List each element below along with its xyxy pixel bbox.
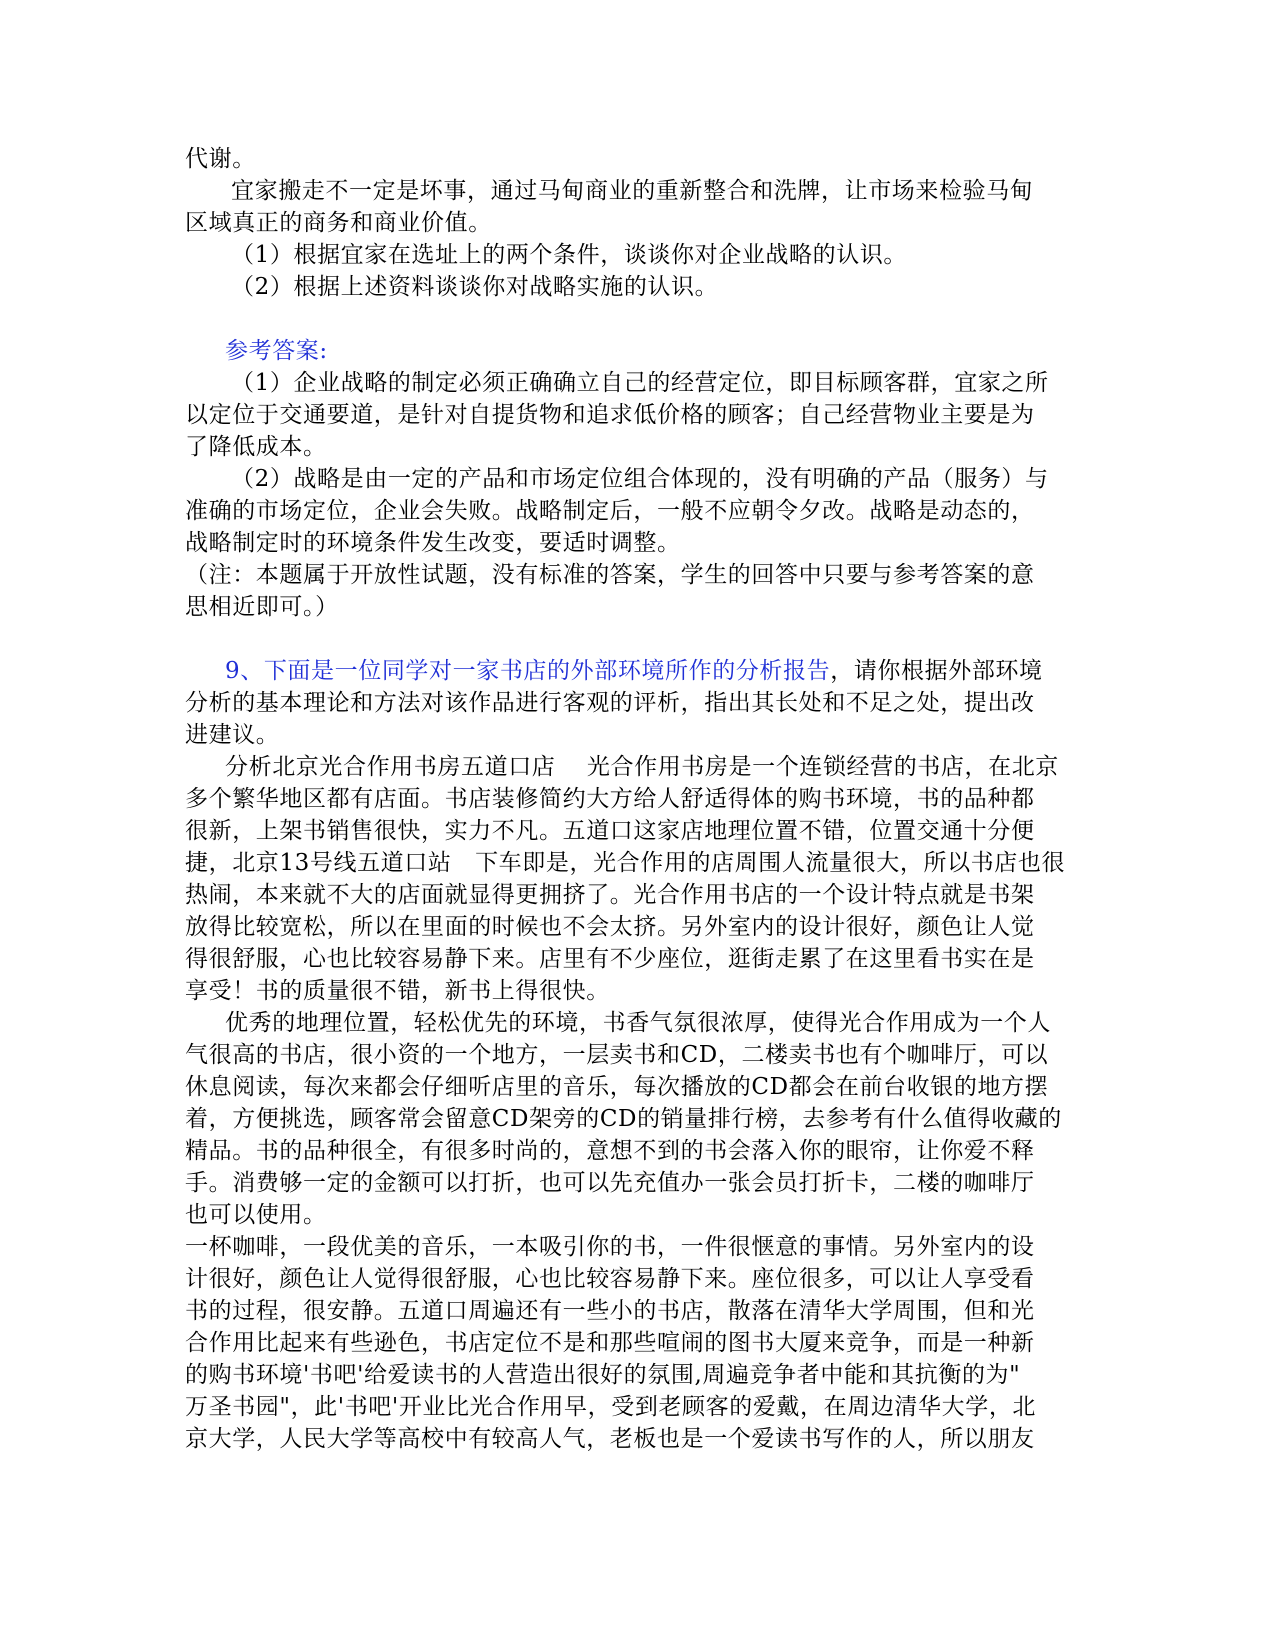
report-line: 书的过程，很安静。五道口周遍还有一些小的书店，散落在清华大学周围，但和光: [185, 1298, 1035, 1324]
question-line: 分析的基本理论和方法对该作品进行客观的评析，指出其长处和不足之处，提出改: [185, 690, 1035, 716]
note-line: 思相近即可。）: [185, 594, 339, 620]
report-line: 气很高的书店，很小资的一个地方，一层卖书和CD，二楼卖书也有个咖啡厅，可以: [185, 1042, 1049, 1068]
report-line: 很新，上架书销售很快，实力不凡。五道口这家店地理位置不错，位置交通十分便: [185, 818, 1035, 844]
answer-line: 了降低成本。: [185, 434, 327, 460]
question-9-title: 9、下面是一位同学对一家书店的外部环境所作的分析报告: [225, 658, 831, 684]
answer-heading: 参考答案:: [225, 338, 328, 364]
report-line: 一杯咖啡，一段优美的音乐，一本吸引你的书，一件很惬意的事情。另外室内的设: [185, 1234, 1035, 1260]
question-9-continuation: ，请你根据外部环境: [830, 658, 1043, 684]
question-9-first-line: [185, 655, 1090, 687]
answer-line: （2）战略是由一定的产品和市场定位组合体现的，没有明确的产品（服务）与: [231, 466, 1049, 492]
spacer: [185, 303, 1090, 335]
spacer: [185, 623, 1090, 655]
answer-line: （1）企业战略的制定必须正确确立自己的经营定位，即目标顾客群，宜家之所: [231, 370, 1049, 396]
text-line: 宜家搬走不一定是坏事，通过马甸商业的重新整合和洗牌，让市场来检验马甸: [231, 178, 1034, 204]
report-line: 热闹，本来就不大的店面就显得更拥挤了。光合作用书店的一个设计特点就是书架: [185, 882, 1035, 908]
report-line: 多个繁华地区都有店面。书店装修简约大方给人舒适得体的购书环境，书的品种都: [185, 786, 1035, 812]
report-section: [185, 751, 1090, 1455]
document-page: [185, 143, 1090, 1455]
answer-line: 准确的市场定位，企业会失败。战略制定后，一般不应朝令夕改。战略是动态的，: [185, 498, 1035, 524]
intro-section: [185, 143, 1090, 303]
question-1: （1）根据宜家在选址上的两个条件，谈谈你对企业战略的认识。: [231, 242, 908, 268]
question-2: （2）根据上述资料谈谈你对战略实施的认识。: [231, 274, 719, 300]
answer-line: 战略制定时的环境条件发生改变，要适时调整。: [185, 530, 681, 556]
answer-section: [185, 335, 1090, 623]
report-line: 手。消费够一定的金额可以打折，也可以先充值办一张会员打折卡，二楼的咖啡厅: [185, 1170, 1035, 1196]
report-line: 得很舒服，心也比较容易静下来。店里有不少座位，逛街走累了在这里看书实在是: [185, 946, 1035, 972]
answer-line: 以定位于交通要道，是针对自提货物和追求低价格的顾客；自己经营物业主要是为: [185, 402, 1035, 428]
question-line: 进建议。: [185, 722, 280, 748]
report-line: 分析北京光合作用书房五道口店 光合作用书房是一个连锁经营的书店，在北京: [225, 754, 1059, 780]
report-line: 优秀的地理位置，轻松优先的环境，书香气氛很浓厚，使得光合作用成为一个人: [225, 1010, 1051, 1036]
report-line: 万圣书园"，此'书吧'开业比光合作用早，受到老顾客的爱戴，在周边清华大学，北: [185, 1394, 1037, 1420]
report-line: 着，方便挑选，顾客常会留意CD架旁的CD的销量排行榜，去参考有什么值得收藏的: [185, 1106, 1062, 1132]
report-line: 精品。书的品种很全，有很多时尚的，意想不到的书会落入你的眼帘，让你爱不释: [185, 1138, 1035, 1164]
report-line: 也可以使用。: [185, 1202, 327, 1228]
report-line: 京大学，人民大学等高校中有较高人气，老板也是一个爱读书写作的人，所以朋友: [185, 1426, 1035, 1452]
report-line: 休息阅读，每次来都会仔细听店里的音乐，每次播放的CD都会在前台收银的地方摆: [185, 1074, 1049, 1100]
report-line: 的购书环境'书吧'给爱读书的人营造出很好的氛围,周遍竞争者中能和其抗衡的为": [185, 1362, 1021, 1388]
report-line: 计很好，颜色让人觉得很舒服，心也比较容易静下来。座位很多，可以让人享受看: [185, 1266, 1035, 1292]
text-line: 区域真正的商务和商业价值。: [185, 210, 492, 236]
report-line: 享受！书的质量很不错，新书上得很快。: [185, 978, 610, 1004]
report-line: 放得比较宽松，所以在里面的时候也不会太挤。另外室内的设计很好，颜色让人觉: [185, 914, 1035, 940]
question-9-section: [185, 655, 1090, 751]
note-line: （注：本题属于开放性试题，没有标准的答案，学生的回答中只要与参考答案的意: [185, 562, 1035, 588]
text-line: 代谢。: [185, 146, 256, 172]
report-line: 捷，北京13号线五道口站 下车即是，光合作用的店周围人流量很大，所以书店也很: [185, 850, 1066, 876]
report-line: 合作用比起来有些逊色，书店定位不是和那些喧闹的图书大厦来竞争，而是一种新: [185, 1330, 1035, 1356]
